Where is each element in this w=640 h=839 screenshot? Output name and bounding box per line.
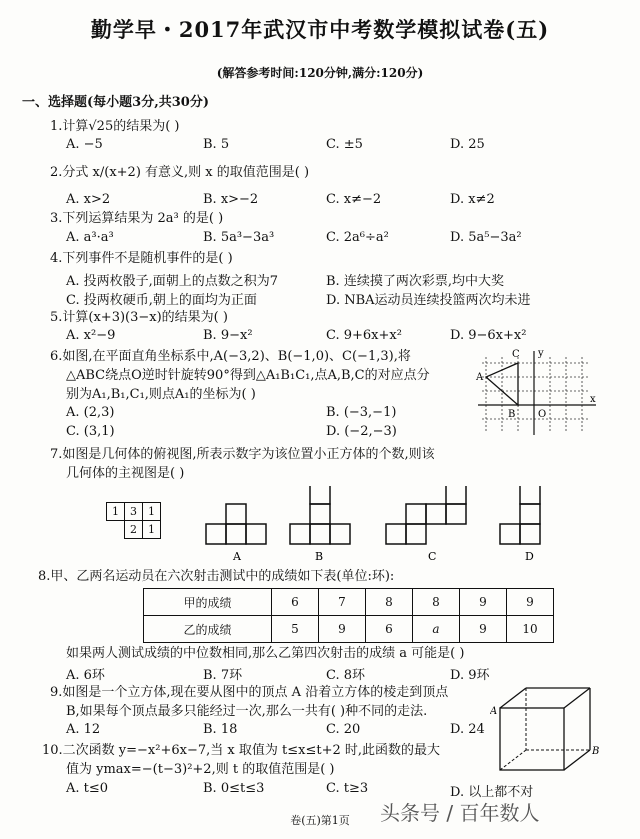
question-8-stem-2: 如果两人测试成绩的中位数相同,那么乙第四次射击的成绩 a 可能是( ) xyxy=(66,646,465,661)
q6-option-a: A. (2,3) xyxy=(66,405,115,420)
question-10-stem-2: 值为 ymax=−(t−3)²+2,则 t 的取值范围是( ) xyxy=(66,762,335,777)
q4-option-d: D. NBA运动员连续投篮两次均未进 xyxy=(326,293,531,308)
top-view-cell: 1 xyxy=(143,503,161,521)
q9-label-a: A xyxy=(490,706,498,717)
watermark: 头条号 / 百年数人 xyxy=(380,801,540,825)
top-view-cell: 1 xyxy=(107,503,125,521)
q3-option-b: B. 5a³−3a³ xyxy=(203,230,275,245)
q9-option-b: B. 18 xyxy=(203,722,238,737)
page-footer: 卷(五)第1页 xyxy=(290,814,350,827)
q7-option-b-label: B xyxy=(315,550,324,563)
question-1-stem: 1.计算√25的结果为( ) xyxy=(50,119,180,134)
exam-title: 勤学早・2017年武汉市中考数学模拟试卷(五) xyxy=(90,17,550,42)
table-cell: 7 xyxy=(319,589,366,616)
question-7-stem: 7.如图是几何体的俯视图,所表示数字为该位置小正方体的个数,则该 xyxy=(50,447,435,462)
q5-option-d: D. 9−6x+x² xyxy=(450,328,527,343)
q6-label-b: B xyxy=(508,409,516,420)
table-row xyxy=(144,589,554,616)
q7-option-c-figure xyxy=(386,486,466,544)
q2-option-a: A. x>2 xyxy=(66,192,111,207)
q4-option-b: B. 连续摸了两次彩票,均中大奖 xyxy=(326,274,504,289)
q7-option-b-figure xyxy=(290,486,350,544)
exam-subtitle: (解答参考时间:120分钟,满分:120分) xyxy=(216,66,424,80)
q7-front-view-options xyxy=(200,486,570,566)
q6-label-c: C xyxy=(512,349,520,360)
q3-option-c: C. 2a⁶÷a² xyxy=(326,230,389,245)
q6-option-d: D. (−2,−3) xyxy=(326,424,397,439)
table-cell: 9 xyxy=(460,616,507,643)
question-6-stem-2: △ABC绕点O逆时针旋转90°得到△A₁B₁C₁,点A,B,C的对应点分 xyxy=(66,368,430,383)
q10-option-a: A. t≤0 xyxy=(66,781,109,796)
q5-option-a: A. x²−9 xyxy=(66,328,116,343)
q7-option-a-label: A xyxy=(233,550,241,563)
q8-option-b: B. 7环 xyxy=(203,668,243,683)
question-4-stem: 4.下列事件不是随机事件的是( ) xyxy=(50,251,233,266)
q6-option-c: C. (3,1) xyxy=(66,424,115,439)
table-row-label: 甲的成绩 xyxy=(144,589,272,616)
q8-option-d: D. 9环 xyxy=(450,668,490,683)
q6-grid xyxy=(482,357,590,433)
section-heading: 一、选择题(每小题3分,共30分) xyxy=(22,95,209,110)
question-9-stem: 9.如图是一个立方体,现在要从图中的顶点 A 沿着立方体的棱走到顶点 xyxy=(50,685,449,700)
q7-option-d-label: D xyxy=(525,550,534,563)
q1-option-a: A. −5 xyxy=(66,137,103,152)
table-row xyxy=(144,616,554,643)
q7-top-view xyxy=(106,502,161,539)
table-cell: 6 xyxy=(366,616,413,643)
q1-option-b: B. 5 xyxy=(203,137,230,152)
q2-option-c: C. x≠−2 xyxy=(326,192,382,207)
q9-option-d: D. 24 xyxy=(450,722,485,737)
q5-option-c: C. 9+6x+x² xyxy=(326,328,402,343)
q5-option-b: B. 9−x² xyxy=(203,328,253,343)
q7-option-d-figure xyxy=(500,486,540,544)
question-6-stem-3: 别为A₁,B₁,C₁,则点A₁的坐标为( ) xyxy=(66,387,256,402)
table-cell: 10 xyxy=(507,616,554,643)
q8-option-c: C. 8环 xyxy=(326,668,366,683)
table-cell: 9 xyxy=(507,589,554,616)
q8-score-table xyxy=(143,588,554,643)
q3-option-d: D. 5a⁵−3a² xyxy=(450,230,522,245)
question-7-stem-2: 几何体的主视图是( ) xyxy=(66,466,185,481)
q8-option-a: A. 6环 xyxy=(66,668,105,683)
table-cell: 5 xyxy=(272,616,319,643)
table-cell: 9 xyxy=(319,616,366,643)
q7-option-c-label: C xyxy=(428,550,437,563)
q3-option-a: A. a³·a³ xyxy=(66,230,114,245)
q1-option-c: C. ±5 xyxy=(326,137,363,152)
q6-label-y: y xyxy=(538,348,544,359)
q9-label-b: B xyxy=(592,746,600,757)
question-5-stem: 5.计算(x+3)(3−x)的结果为( ) xyxy=(50,310,228,325)
question-8-stem: 8.甲、乙两名运动员在六次射击测试中的成绩如下表(单位:环): xyxy=(38,569,395,584)
table-cell: 8 xyxy=(413,589,460,616)
q9-option-a: A. 12 xyxy=(66,722,101,737)
q9-option-c: C. 20 xyxy=(326,722,361,737)
q6-option-b: B. (−3,−1) xyxy=(326,405,397,420)
q9-cube-figure xyxy=(490,682,602,777)
q10-option-b: B. 0≤t≤3 xyxy=(203,781,265,796)
table-cell: a xyxy=(413,616,460,643)
q2-option-b: B. x>−2 xyxy=(203,192,259,207)
q7-option-a-figure xyxy=(206,504,266,544)
question-10-stem: 10.二次函数 y=−x²+6x−7,当 x 取值为 t≤x≤t+2 时,此函数的最大 xyxy=(42,743,440,758)
q6-label-a: A xyxy=(476,372,484,383)
q6-label-o: O xyxy=(538,409,547,420)
question-9-stem-2: B,如果每个顶点最多只能经过一次,那么一共有( )种不同的走法. xyxy=(66,704,428,719)
q10-option-d: D. 以上都不对 xyxy=(450,785,534,800)
q4-option-c: C. 投两枚硬币,朝上的面均为正面 xyxy=(66,293,257,308)
question-3-stem: 3.下列运算结果为 2a³ 的是( ) xyxy=(50,211,224,226)
table-cell: 8 xyxy=(366,589,413,616)
table-cell: 9 xyxy=(460,589,507,616)
top-view-cell: 3 xyxy=(125,503,143,521)
question-6-stem: 6.如图,在平面直角坐标系中,A(−3,2)、B(−1,0)、C(−1,3),将 xyxy=(50,349,411,364)
top-view-cell: 2 xyxy=(125,521,143,539)
q1-option-d: D. 25 xyxy=(450,137,485,152)
q10-option-c: C. t≥3 xyxy=(326,781,369,796)
q6-label-x: x xyxy=(590,394,596,405)
table-row-label: 乙的成绩 xyxy=(144,616,272,643)
top-view-empty xyxy=(107,521,125,539)
question-2-stem: 2.分式 x/(x+2) 有意义,则 x 的取值范围是( ) xyxy=(50,165,310,180)
top-view-cell: 1 xyxy=(143,521,161,539)
q6-coordinate-figure xyxy=(472,345,600,437)
q2-option-d: D. x≠2 xyxy=(450,192,495,207)
table-cell: 6 xyxy=(272,589,319,616)
q4-option-a: A. 投两枚骰子,面朝上的点数之积为7 xyxy=(66,274,279,289)
